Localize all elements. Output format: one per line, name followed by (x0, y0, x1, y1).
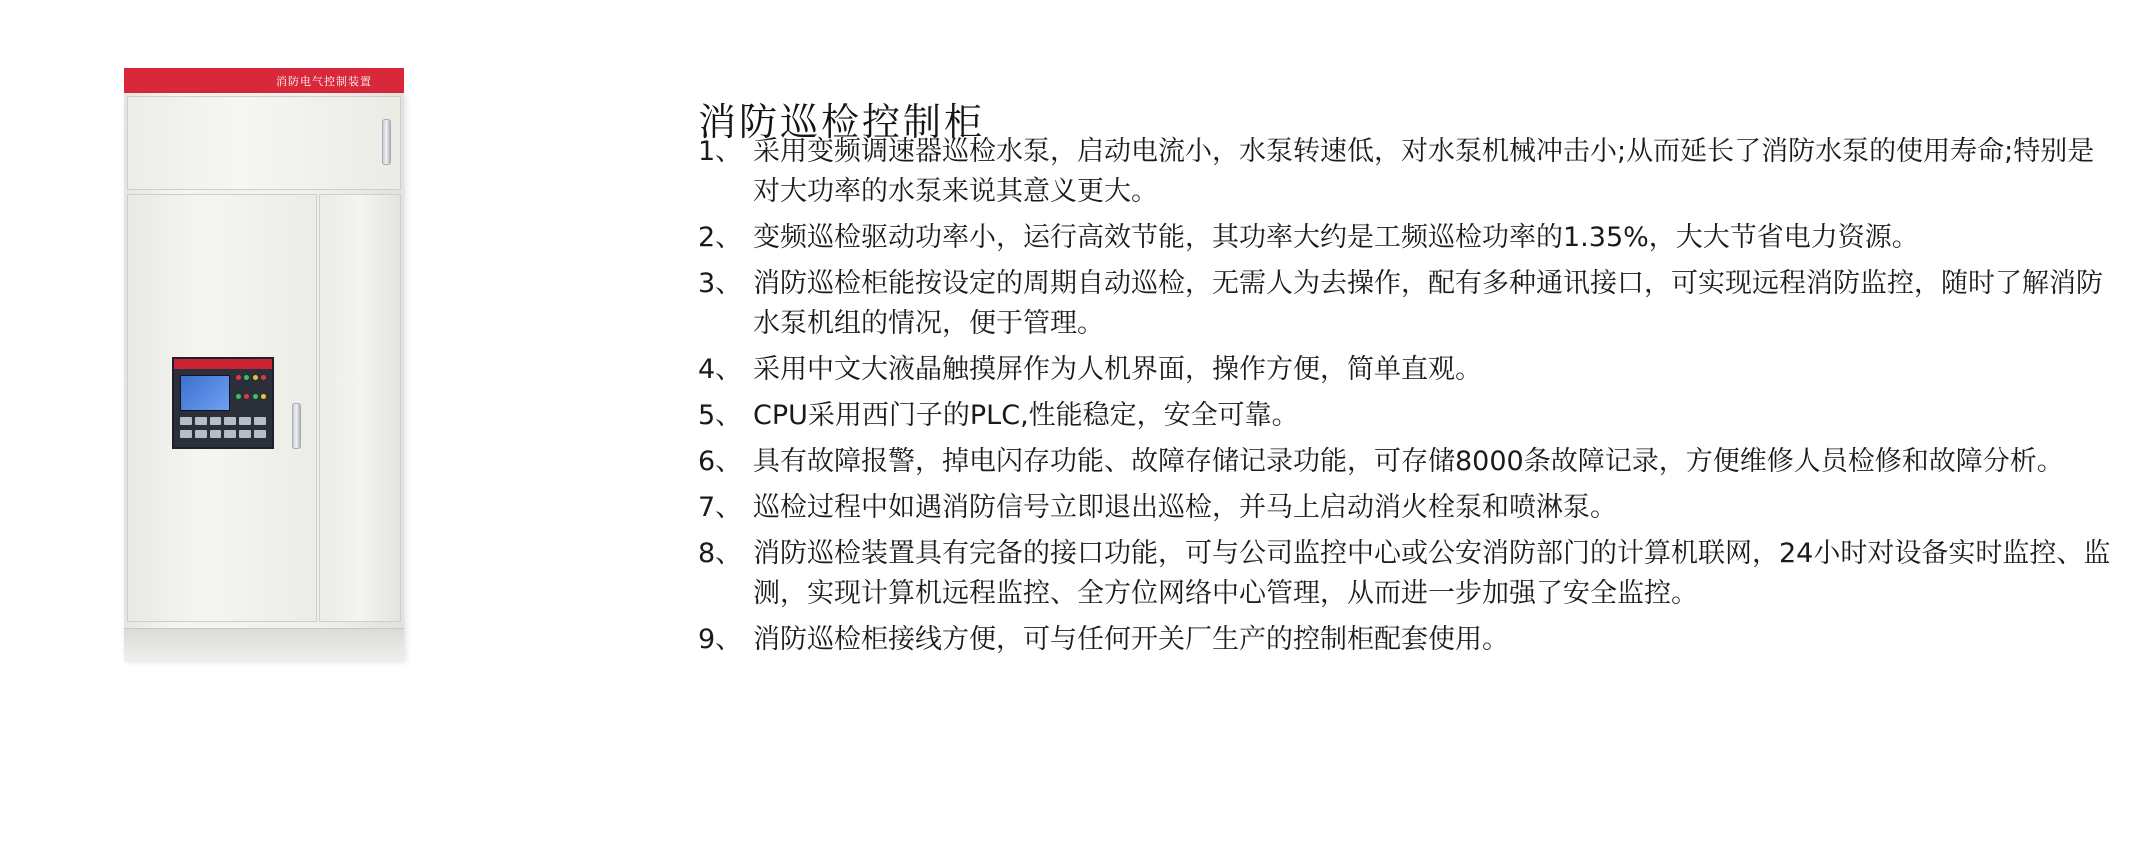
cabinet-image (124, 68, 404, 660)
feature-list (698, 132, 2118, 666)
indicator-light-icon (244, 375, 249, 380)
item-text: 消防巡检柜接线方便，可与任何开关厂生产的控制柜配套使用。 (753, 624, 1509, 655)
cabinet-right-door (319, 194, 401, 622)
panel-button-icon (195, 430, 207, 438)
indicator-light-icon (261, 394, 266, 399)
item-text: 消防巡检柜能按设定的周期自动巡检，无需人为去操作，配有多种通讯接口，可实现远程消防监控，随时了解消防水泵机组的情况，便于管理。 (753, 268, 2103, 339)
page-title: 消防巡检控制柜 (698, 100, 986, 145)
list-item (698, 620, 2118, 660)
item-number: 3、 (698, 268, 743, 299)
item-text: 具有故障报警，掉电闪存功能、故障存储记录功能，可存储8000条故障记录，方便维修人员检修和故障分析。 (753, 446, 2064, 477)
door-handle-icon (292, 403, 301, 449)
item-number: 6、 (698, 446, 743, 477)
indicator-light-icon (253, 375, 258, 380)
panel-button-icon (239, 417, 251, 425)
panel-button-icon (210, 417, 222, 425)
list-item (698, 264, 2118, 344)
item-number: 4、 (698, 354, 743, 385)
item-text: CPU采用西门子的PLC,性能稳定，安全可靠。 (753, 400, 1299, 431)
panel-button-icon (210, 430, 222, 438)
panel-buttons (180, 417, 266, 439)
indicator-lights (236, 375, 266, 409)
panel-button-icon (254, 430, 266, 438)
indicator-light-icon (253, 394, 258, 399)
panel-button-icon (195, 417, 207, 425)
list-item (698, 218, 2118, 258)
item-text: 巡检过程中如遇消防信号立即退出巡检，并马上启动消火栓泵和喷淋泵。 (753, 492, 1617, 523)
indicator-light-icon (236, 394, 241, 399)
item-number: 8、 (698, 538, 743, 569)
control-panel-header (174, 359, 272, 369)
list-item (698, 488, 2118, 528)
item-text: 变频巡检驱动功率小，运行高效节能，其功率大约是工频巡检功率的1.35%，大大节省电力资源。 (753, 222, 1919, 253)
indicator-light-icon (261, 375, 266, 380)
cabinet-label: 消防电气控制装置 (276, 75, 372, 88)
item-number: 9、 (698, 624, 743, 655)
panel-button-icon (180, 417, 192, 425)
cabinet-upper-door (127, 96, 401, 190)
list-item (698, 396, 2118, 436)
panel-button-icon (239, 430, 251, 438)
panel-button-icon (224, 417, 236, 425)
indicator-light-icon (236, 375, 241, 380)
list-item (698, 534, 2118, 614)
control-panel (172, 357, 274, 449)
panel-button-icon (254, 417, 266, 425)
door-handle-icon (382, 119, 391, 165)
indicator-light-icon (244, 394, 249, 399)
cabinet-base (124, 628, 404, 661)
item-text: 消防巡检装置具有完备的接口功能，可与公司监控中心或公安消防部门的计算机联网，24小时对设备实时监控、监测，实现计算机远程监控、全方位网络中心管理，从而进一步加强了安全监控。 (753, 538, 2111, 609)
lcd-screen-icon (180, 375, 230, 411)
item-number: 7、 (698, 492, 743, 523)
list-item (698, 442, 2118, 482)
item-number: 2、 (698, 222, 743, 253)
cabinet-left-door (127, 194, 317, 622)
cabinet-body (124, 93, 404, 660)
list-item (698, 132, 2118, 212)
item-number: 1、 (698, 136, 743, 167)
panel-button-icon (180, 430, 192, 438)
item-text: 采用中文大液晶触摸屏作为人机界面，操作方便，简单直观。 (753, 354, 1482, 385)
item-number: 5、 (698, 400, 743, 431)
list-item (698, 350, 2118, 390)
panel-button-icon (224, 430, 236, 438)
cabinet-top-band (124, 68, 404, 94)
item-text: 采用变频调速器巡检水泵，启动电流小，水泵转速低，对水泵机械冲击小;从而延长了消防水泵的使用寿命;特别是对大功率的水泵来说其意义更大。 (753, 136, 2095, 207)
